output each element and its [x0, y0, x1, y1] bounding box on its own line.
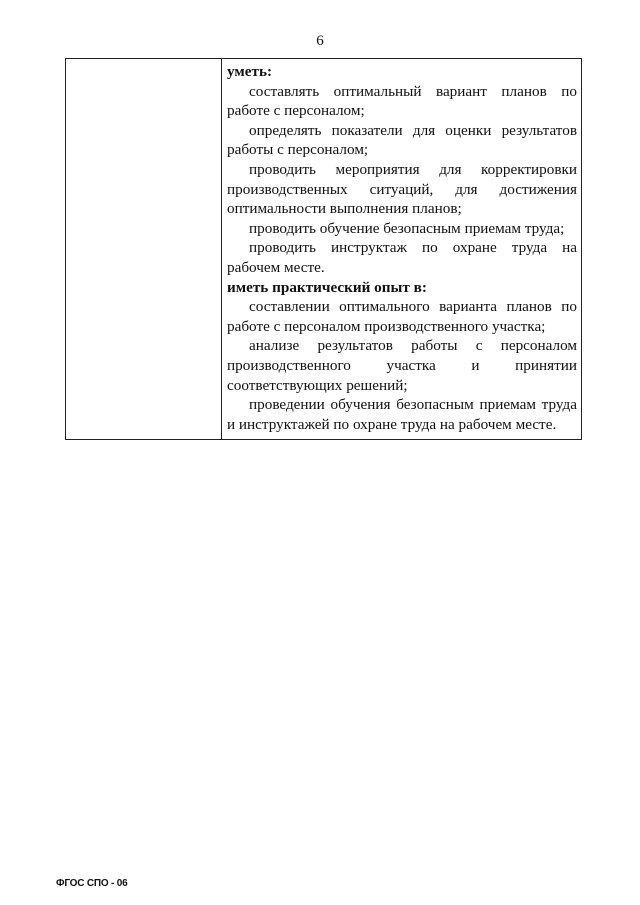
- experience-heading: иметь практический опыт в:: [227, 278, 427, 296]
- skill-item: проводить мероприятия для корректировки производственных ситуаций, для достижения оптимальности выполнения планов;: [227, 160, 577, 218]
- experience-item: проведении обучения безопасным приемам труда и инструктажей по охране труда на рабочем месте.: [227, 396, 577, 433]
- experience-item: составлении оптимального варианта планов по работе с персоналом производственного участка;: [227, 298, 577, 335]
- table-row: [66, 59, 582, 440]
- experience-item: анализе результатов работы с персоналом производственного участка и принятии соответствующих решений;: [227, 337, 577, 394]
- right-cell: [222, 59, 582, 440]
- skills-heading: уметь:: [227, 63, 273, 80]
- document-footer: ФГОС СПО - 06: [56, 878, 128, 889]
- skill-item: составлять оптимальный вариант планов по работе с персоналом;: [227, 82, 577, 120]
- skill-item: проводить инструктаж по охране труда на рабочем месте.: [227, 239, 577, 276]
- skill-item: проводить обучение безопасным приемам труда;: [249, 219, 565, 237]
- skill-item: определять показатели для оценки результатов работы с персоналом;: [227, 121, 577, 159]
- page-number: 6: [316, 33, 324, 49]
- left-cell: [66, 59, 222, 440]
- competency-table: [65, 58, 582, 440]
